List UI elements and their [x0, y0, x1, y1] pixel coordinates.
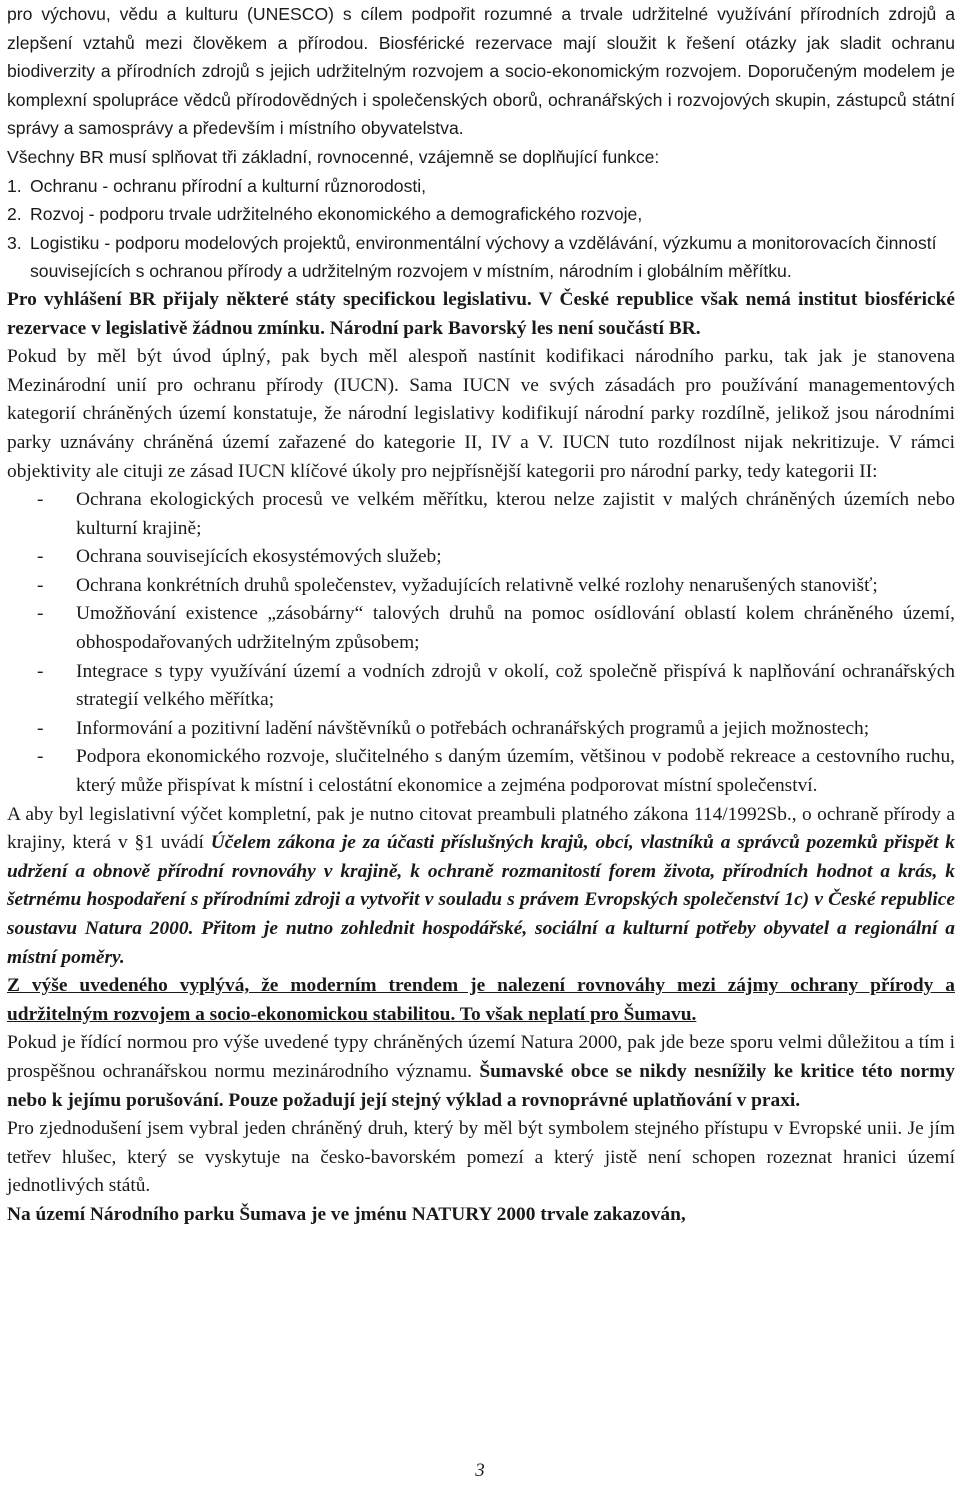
paragraph-br-legislation: Pro vyhlášení BR přijaly některé státy specifickou legislativu. V České republice však nemá institut biosférické rezervace v legislativě žádnou zmínku. Národní park Bavorský les není součástí BR.	[7, 288, 955, 339]
document-page	[7, 0, 955, 1230]
law-quote: Účelem zákona je za účasti příslušných krajů, obcí, vlastníků a správců pozemků přispět k udržení a obnově přírodní rovnováhy v krajině, k ochraně rozmanitostí forem života, přírodních hodnot a krás, k šetrnému hospodaření s přírodními zdroji a vytvořit v souladu s právem Evropských společenství 1c) v České republice soustavu Natura 2000. Přitom je nutno zohlednit hospodářské, sociální a kulturní potřeby obyvatel a regionální a místní poměry.	[7, 832, 955, 968]
list-item: 1. Ochranu - ochranu přírodní a kulturní různorodosti,	[7, 175, 427, 196]
list-item: 3. Logistiku - podporu modelových projektů, environmentální výchovy a vzdělávání, výzkumu a monitorovacích činností souvisejících s ochranou přírody a udržitelným rozvojem v místním, národním i globálním měřítku.	[7, 232, 937, 282]
list-item: - Ochrana ekologických procesů ve velkém měřítku, kterou nelze zajistit v malých chráněných územích nebo kulturní krajině;	[37, 489, 955, 539]
list-item: 2. Rozvoj - podporu trvale udržitelného ekonomického a demografického rozvoje,	[7, 204, 643, 225]
paragraph-sumava: Na území Národního parku Šumava je ve jménu NATURY 2000 trvale zakazován,	[7, 1203, 686, 1225]
list-item: - Informování a pozitivní ladění návštěvníků o potřebách ochranářských programů a jejich možnostech;	[37, 717, 870, 739]
paragraph-conclusion: Z výše uvedeného vyplývá, že moderním trendem je nalezení rovnováhy mezi zájmy ochrany přírody a udržitelným rozvojem a socio-ekonomickou stabilitou. To však neplatí pro Šumavu.	[7, 975, 955, 1025]
iucn-tasks-list	[7, 486, 955, 801]
list-item: - Ochrana konkrétních druhů společenstev, vyžadujících relativně velké rozlohy nenarušených stanovišť;	[37, 574, 878, 596]
list-item: - Ochrana souvisejících ekosystémových služeb;	[37, 546, 442, 568]
paragraph-law-preamble: A aby byl legislativní výčet kompletní, pak je nutno citovat preambuli platného zákona 114/1992Sb., o ochraně přírody a krajiny, která v §1 uvádí Účelem zákona je za účasti příslušných krajů, obcí, vlastníků a správců pozemků přispět k udržení a obnově přírodní rovnováhy v krajině, k ochraně rozmanitostí forem života, přírodních hodnot a krás, k šetrnému hospodaření s přírodními zdroji a vytvořit v souladu s právem Evropských společenství 1c) v České republice soustavu Natura 2000. Přitom je nutno zohlednit hospodářské, sociální a kulturní potřeby obyvatel a regionální a místní poměry.	[7, 803, 955, 968]
page-number: 3	[475, 1460, 485, 1481]
functions-list	[7, 172, 955, 286]
list-item: - Integrace s typy využívání území a vodních zdrojů v okolí, což společně přispívá k naplňování ochranářských strategií velkého měřítka;	[37, 660, 955, 711]
list-item: - Podpora ekonomického rozvoje, slučitelného s daným územím, většinou v podobě rekreace a cestovního ruchu, který může přispívat k místní i celostátní ekonomice a zejména podporovat místní společenství.	[37, 746, 955, 797]
paragraph-capercaillie: Pro zjednodušení jsem vybral jeden chráněný druh, který by měl být symbolem stejného přístupu v Evropské unii. Je jím tetřev hlušec, který se vyskytuje na česko-bavorském pomezí a který jistě není schopen rozeznat hranici území jednotlivých států.	[7, 1118, 955, 1197]
paragraph-functions-intro: Všechny BR musí splňovat tři základní, rovnocenné, vzájemně se doplňující funkce:	[7, 146, 660, 167]
paragraph-biosphere-intro: pro výchovu, vědu a kulturu (UNESCO) s cílem podpořit rozumné a trvale udržitelné využívání přírodních zdrojů a zlepšení vztahů mezi člověkem a přírodou. Biosférické rezervace mají sloužit k řešení otázky jak sladit ochranu biodiverzity a přírodních zdrojů s jejich udržitelným rozvojem a socio-ekonomickým rozvojem. Doporučeným modelem je komplexní spolupráce vědců přírodovědných i společenských oborů, ochranářských i rozvojových skupin, zástupců státní správy a samosprávy a především i místního obyvatelstva.	[7, 4, 955, 139]
paragraph-iucn: Pokud by měl být úvod úplný, pak bych měl alespoň nastínit kodifikaci národního parku, tak jak je stanovena Mezinárodní unií pro ochranu přírody (IUCN). Sama IUCN ve svých zásadách pro používání managementových kategorií chráněných území konstatuje, že národní legislativy kodifikují národní parky rozdílně, jelikož jsou národními parky uznávány chráněná území zařazené do kategorie II, IV a V. IUCN tuto rozdílnost nijak nekritizuje. V rámci objektivity ale cituji ze zásad IUCN klíčové úkoly pro nejpřísnější kategorii pro národní parky, tedy kategorii II:	[7, 346, 955, 482]
paragraph-natura-norm: Pokud je řídící normou pro výše uvedené typy chráněných území Natura 2000, pak jde beze sporu velmi důležitou a tím i prospěšnou ochranářskou normu mezinárodního významu. Šumavské obce se nikdy nesnížily ke kritice této normy nebo k jejímu porušování. Pouze požadují její stejný výklad a rovnoprávné uplatňování v praxi.	[7, 1032, 956, 1111]
list-item: - Umožňování existence „zásobárny“ talových druhů na pomoc osídlování oblastí kolem chráněného území, obhospodařovaných udržitelným způsobem;	[37, 603, 955, 654]
